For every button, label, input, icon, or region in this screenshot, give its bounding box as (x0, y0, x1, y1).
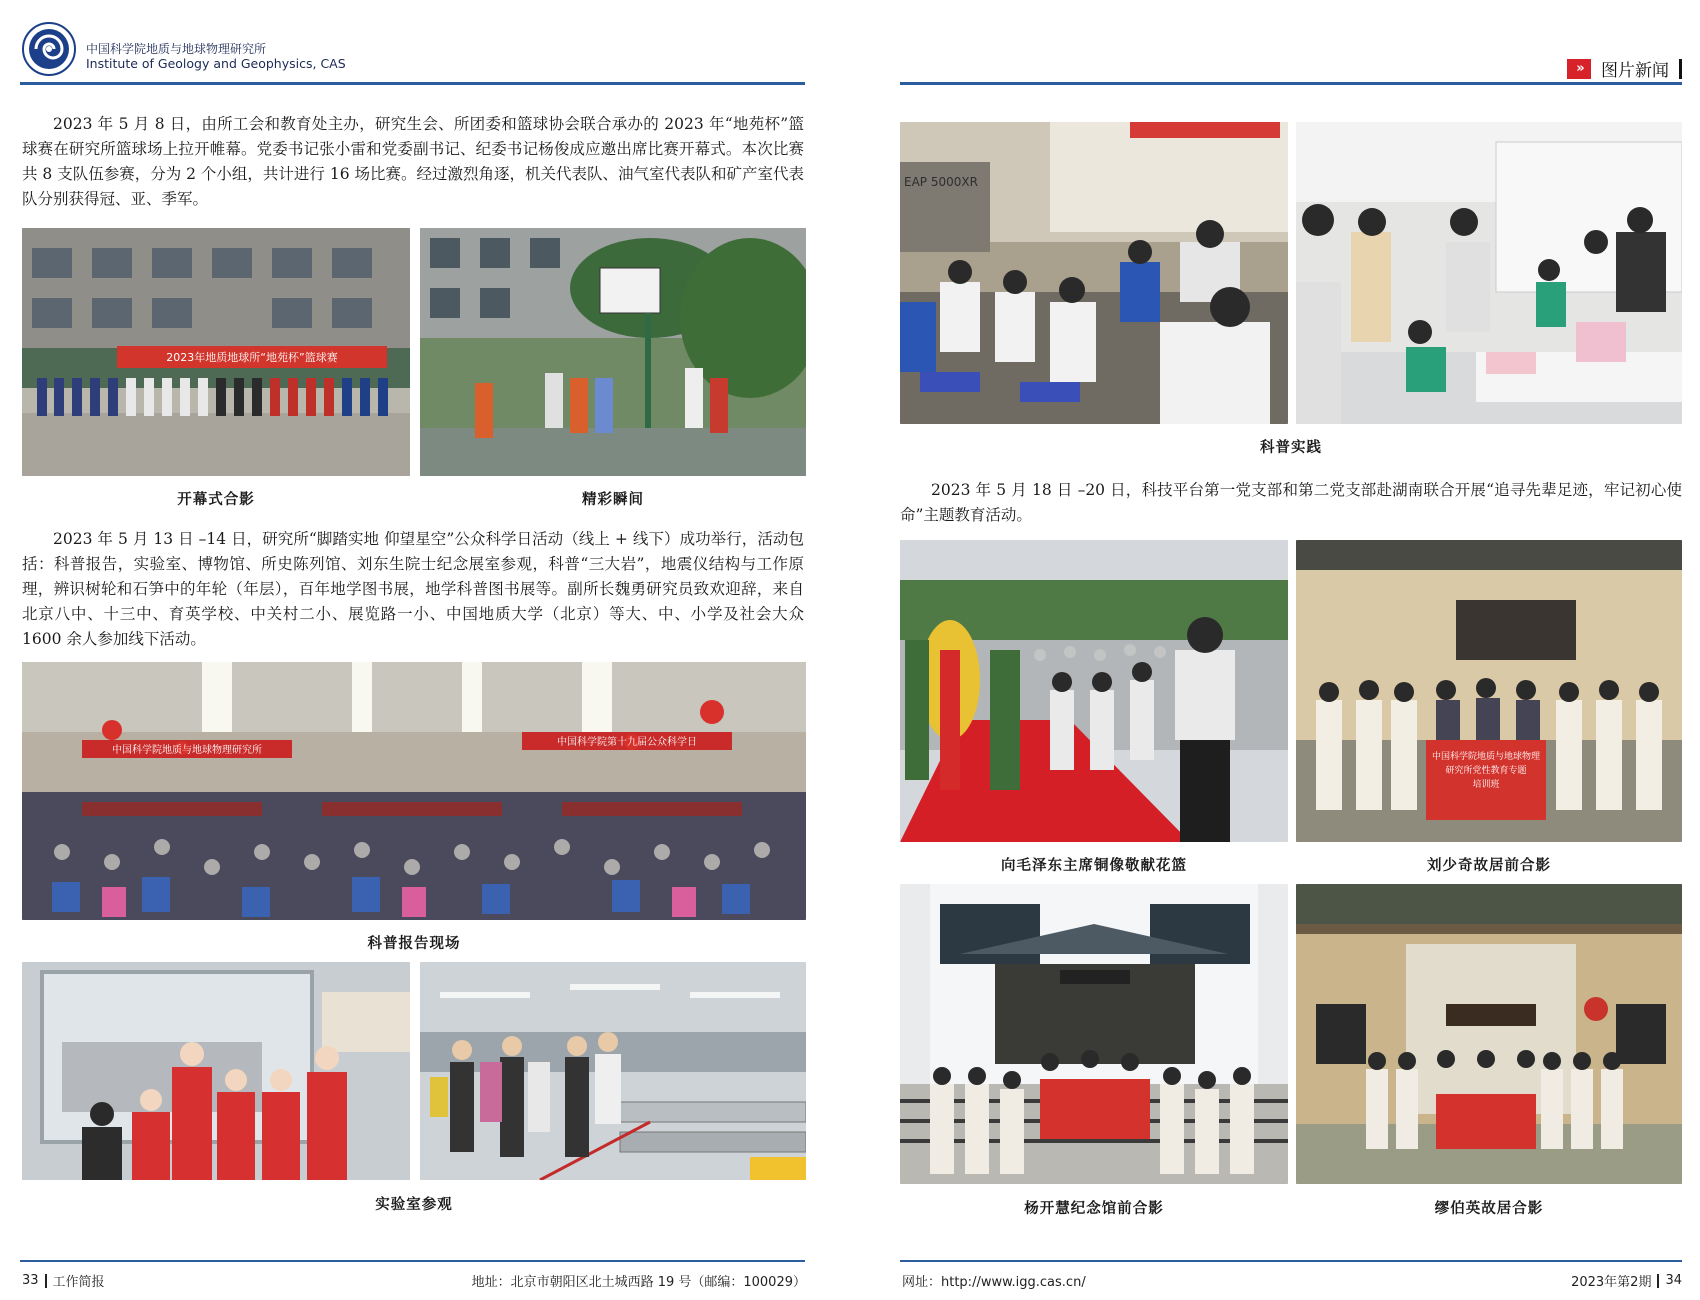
hall-banner-right: 中国科学院第十九届公众科学日 (557, 737, 697, 748)
page-number-right: 34 (1665, 1273, 1682, 1288)
lab-visit-photo-1 (22, 962, 410, 1180)
footer-left (22, 1271, 105, 1290)
science-day-paragraph: 2023 年 5 月 13 日 –14 日，研究所“脚踏实地 仰望星空”公众科学日活动（线上 + 线下）成功举行，活动包括：科普报告，实验室、博物馆、所史陈列馆、刘东生院士纪念展室参观，科普“三大岩”，地震仪结构与工作原理，辨识树轮和石笋中的年轮（年层），百年地学图书展，地学科普图书展等。副所长魏勇研究员致欢迎辞，来自北京八中、十三中、育英学校、中关村二小、展览路一小、中国地质大学（北京）等大、中、小学及社会大众 1600 余人参加线下活动。 (22, 530, 804, 648)
issue-label: 2023年第2期 (1571, 1275, 1652, 1290)
caption-practice: 科普实践 (1260, 439, 1322, 456)
basketball-banner: 2023年地质地球所“地苑杯”篮球赛 (166, 351, 338, 364)
liu-residence-photo (1296, 540, 1682, 842)
institute-logo (22, 22, 76, 76)
basketball-paragraph: 2023 年 5 月 8 日，由所工会和教育处主办，研究生会、所团委和篮球协会联合承办的 2023 年“地苑杯”篮球赛在研究所篮球场上拉开帷幕。党委书记张小雷和党委副书记、纪委书记杨俊成应邀出席比赛开幕式。本次比赛共 8 支队伍参赛，分为 2 个小组，共计进行 16 场比赛。经过激烈角逐，机关代表队、油气室代表队和矿产室代表队分别获得冠、亚、季军。 (22, 115, 805, 208)
lecture-hall-photo (22, 662, 806, 920)
opening-ceremony-photo (22, 228, 410, 476)
institute-name-cn: 中国科学院地质与地球物理研究所 (86, 42, 267, 56)
page-number-left: 33 (22, 1273, 39, 1288)
header-rule-right (900, 82, 1682, 85)
right-page (850, 0, 1700, 1300)
practice-photo-2 (1296, 122, 1682, 424)
caption-lecture: 科普报告现场 (367, 935, 461, 952)
footer-right (1571, 1271, 1682, 1290)
section-title: 图片新闻 (1601, 61, 1669, 81)
section-bar (1679, 59, 1682, 79)
caption-flower: 向毛泽东主席铜像敬献花篮 (1001, 857, 1187, 874)
miao-residence-photo (1296, 884, 1682, 1184)
caption-miao: 缪伯英故居合影 (1434, 1200, 1544, 1217)
footer-rule (20, 1260, 805, 1262)
caption-yang: 杨开慧纪念馆前合影 (1024, 1200, 1164, 1217)
caption-opening: 开幕式合影 (177, 491, 255, 508)
yang-memorial-photo (900, 884, 1288, 1184)
hunan-trip-paragraph: 2023 年 5 月 18 日 –20 日，科技平台第一党支部和第二党支部赴湖南联合开展“追寻先辈足迹，牢记初心使命”主题教育活动。 (900, 481, 1682, 524)
lab-visit-photo-2 (420, 962, 806, 1180)
double-chevron-icon: » (1567, 59, 1591, 79)
header-rule (20, 82, 805, 85)
footer-address: 地址：北京市朝阳区北土城西路 19 号（邮编：100029） (471, 1275, 806, 1290)
caption-lab: 实验室参观 (375, 1196, 453, 1213)
caption-highlight: 精彩瞬间 (582, 491, 644, 508)
caption-liu: 刘少奇故居前合影 (1427, 857, 1551, 874)
practice-photo-1 (900, 122, 1288, 424)
footer-url[interactable]: 网址：http://www.igg.cas.cn/ (902, 1275, 1086, 1290)
flower-basket-photo (900, 540, 1288, 842)
liu-banner: 中国科学院地质与地球物理 研究所党性教育专题 培训班 (1431, 752, 1540, 790)
section-header (1567, 56, 1682, 81)
footer-separator (45, 1274, 47, 1288)
publication-title: 工作简报 (52, 1275, 105, 1290)
hall-banner-left: 中国科学院地质与地球物理研究所 (112, 745, 262, 756)
footer-rule-right (900, 1260, 1682, 1262)
lab-sign-text: EAP 5000XR (904, 175, 978, 189)
institute-name-en: Institute of Geology and Geophysics, CAS (86, 56, 346, 71)
game-highlight-photo (420, 228, 806, 476)
footer-separator-right (1657, 1274, 1659, 1288)
